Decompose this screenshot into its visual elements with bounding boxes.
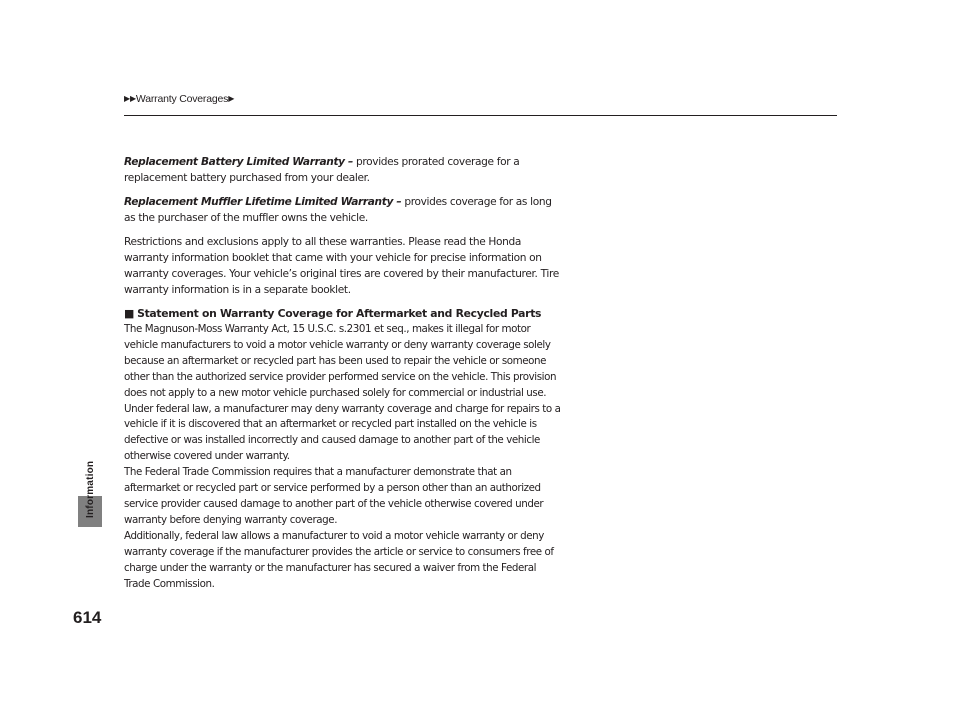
statement-paragraph-1: The Magnuson-Moss Warranty Act, 15 U.S.C. s.2301 et seq., makes it illegal for motor vehicle manufacturers to void a motor vehicle warranty or deny warranty coverage solely because an aftermarket or recycled part has been used to repair the vehicle or someone other than the authorized service provider performed service on the vehicle. This provision does not apply to a new motor vehicle purchased solely for commercial or industrial use. [124,323,557,399]
muffler-warranty-text: provides coverage for as long as the purchaser of the muffler owns the vehicle. [124,196,552,224]
statement-heading-text: Statement on Warranty Coverage for Aftermarket and Recycled Parts [137,307,542,320]
breadcrumb-link-warranty-coverages[interactable]: Warranty Coverages [135,93,229,105]
breadcrumb-arrows-icon: ▶▶ [124,94,136,103]
statement-heading [124,306,564,322]
muffler-warranty-paragraph [124,194,564,226]
muffler-warranty-term: Replacement Muffler Lifetime Limited Warranty – [124,196,402,208]
restrictions-paragraph: Restrictions and exclusions apply to all these warranties. Please read the Honda warranty information booklet that came with your vehicle for precise information on warranty coverages. Your vehicle’s original tires are covered by their manufacturer. Tire warranty information is in a separate booklet. [124,236,559,296]
statement-paragraph-2: Under federal law, a manufacturer may deny warranty coverage and charge for repairs to a vehicle if it is discovered that an aftermarket or recycled part installed on the vehicle is defective or was installed incorrectly and caused damage to another part of the vehicle otherwise covered under warranty. [124,402,561,463]
header-rule [124,115,837,116]
heading-square-icon: ■ [124,307,135,320]
page-number: 614 [73,608,102,627]
breadcrumb [124,93,234,105]
battery-warranty-text: provides prorated coverage for a replacement battery purchased from your dealer. [124,156,520,184]
breadcrumb-trailing-arrow-icon: ▶ [228,94,235,103]
battery-warranty-paragraph [124,154,564,186]
section-side-label: Information [85,460,96,518]
statement-paragraph-3: The Federal Trade Commission requires that a manufacturer demonstrate that an aftermarket or recycled part or service performed by a person other than an authorized service provider caused damage to another part of the vehicle otherwise covered under warranty before denying warranty coverage. [124,466,544,526]
main-content [124,154,564,592]
battery-warranty-term: Replacement Battery Limited Warranty – [124,156,353,168]
statement-paragraph-4: Additionally, federal law allows a manufacturer to void a motor vehicle warranty or deny warranty coverage if the manufacturer provides the article or service to consumers free of charge under the warranty or the manufacturer has secured a waiver from the Federal Trade Commission. [124,529,554,590]
